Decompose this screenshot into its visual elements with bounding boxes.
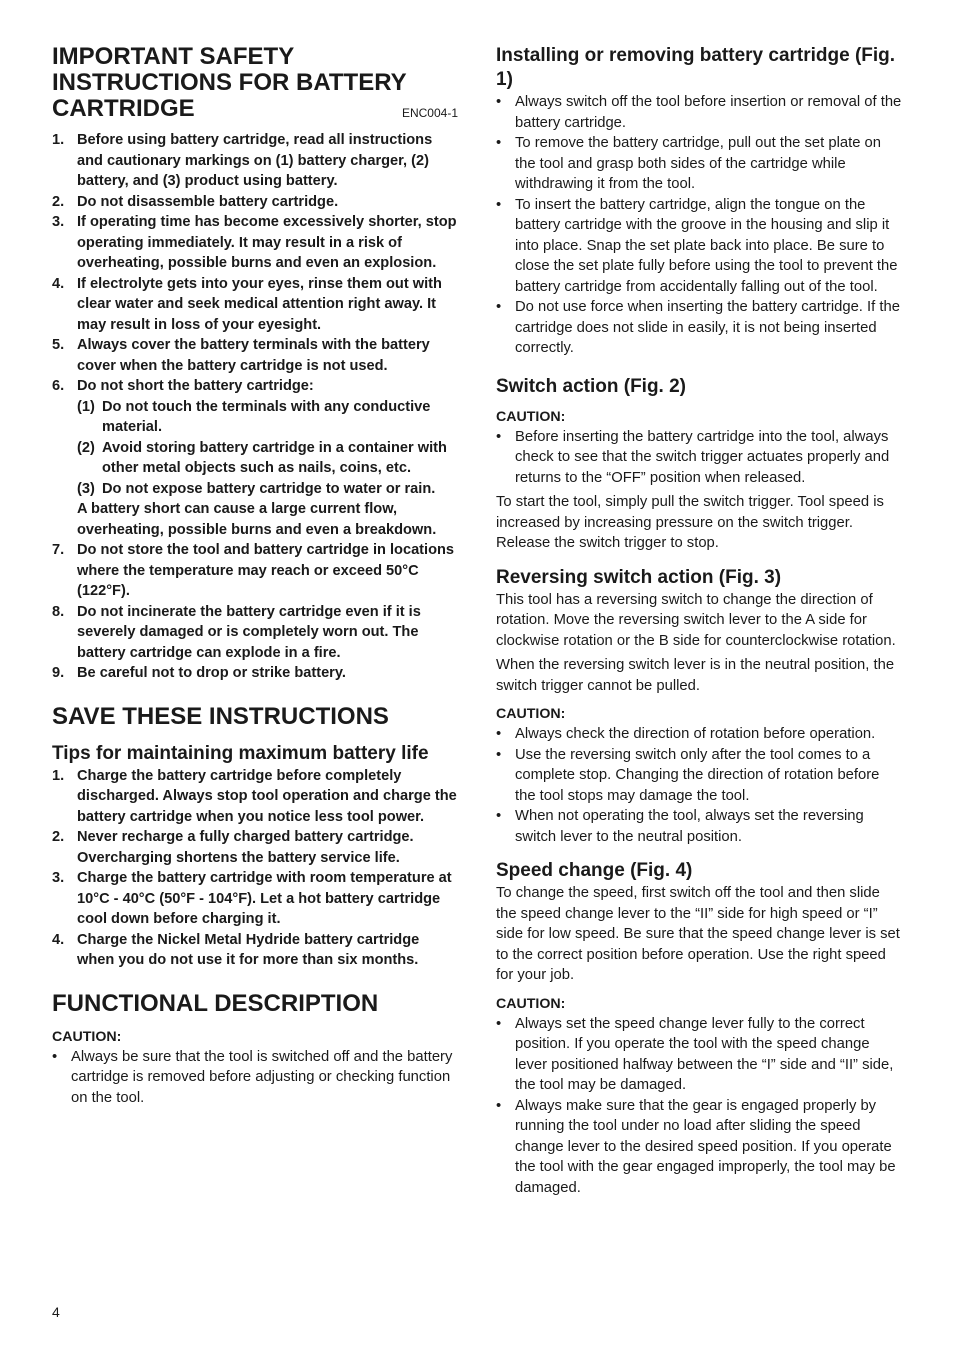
functional-description-title: FUNCTIONAL DESCRIPTION bbox=[52, 989, 379, 1017]
safety-list bbox=[52, 130, 458, 684]
list-item: • Use the reversing switch only after the tool comes to a complete stop. Changing the direction of rotation before the tool stops may damage the tool. bbox=[496, 746, 880, 804]
reverse-paragraph-2: When the reversing switch lever is in the neutral position, the switch trigger cannot be pulled. bbox=[496, 657, 895, 694]
page-number: 4 bbox=[52, 1304, 60, 1320]
speed-title: Speed change (Fig. 4) bbox=[496, 860, 693, 881]
list-item: • To remove the battery cartridge, pull out the set plate on the tool and grasp both sides of the cartridge while withdrawing it from the tool. bbox=[496, 135, 882, 192]
list-item: • When not operating the tool, always set the reversing switch lever to the neutral position. bbox=[496, 808, 864, 845]
list-item: • Before inserting the battery cartridge into the tool, always check to see that the switch trigger actuates properly and returns to the “OFF” position when released. bbox=[496, 428, 890, 486]
safety-title-block bbox=[52, 44, 458, 122]
list-item: 4. If electrolyte gets into your eyes, rinse them out with clear water and seek medical attention right away. It may result in loss of your eyesight. bbox=[52, 275, 442, 333]
list-item: 5. Always cover the battery terminals with the battery cover when the battery cartridge is not used. bbox=[52, 337, 430, 374]
safety-title: IMPORTANT SAFETY INSTRUCTIONS FOR BATTERY CARTRIDGE bbox=[52, 43, 407, 122]
list-item: • Always be sure that the tool is switched off and the battery cartridge is removed before adjusting or checking function on the tool. bbox=[52, 1048, 453, 1106]
right-column bbox=[496, 44, 904, 1198]
sublist-item: (1) Do not touch the terminals with any conductive material. bbox=[77, 398, 431, 435]
list-item: 1. Charge the battery cartridge before completely discharged. Always stop tool operation and charge the battery cartridge when you notice less tool power. bbox=[52, 767, 457, 825]
list-item: • Always switch off the tool before insertion or removal of the battery cartridge. bbox=[496, 94, 902, 131]
switch-caution-list bbox=[496, 427, 904, 489]
list-item: 2. Never recharge a fully charged battery cartridge. Overcharging shortens the battery service life. bbox=[52, 829, 414, 866]
list-item: 7. Do not store the tool and battery cartridge in locations where the temperature may reach or exceed 50°C (122°F). bbox=[52, 542, 455, 599]
tips-title: Tips for maintaining maximum battery life bbox=[52, 742, 429, 764]
caution-label: CAUTION: bbox=[496, 706, 566, 722]
install-title: Installing or removing battery cartridge (Fig. 1) bbox=[496, 45, 896, 90]
list-item: • Always check the direction of rotation before operation. bbox=[496, 726, 876, 742]
list-item: 2. Do not disassemble battery cartridge. bbox=[52, 193, 339, 210]
reverse-caution-list bbox=[496, 724, 904, 847]
sublist-item: (2) Avoid storing battery cartridge in a container with other metal objects such as nails, coins, etc. bbox=[77, 439, 447, 476]
list-item: • Do not use force when inserting the battery cartridge. If the cartridge does not slide in easily, it is not being inserted correctly. bbox=[496, 299, 900, 356]
caution-label: CAUTION: bbox=[52, 1028, 122, 1045]
list-item: • To insert the battery cartridge, align the tongue on the battery cartridge with the groove in the housing and slip it into place. Snap the set plate back into place. Be sure to close the set plate fully before using the tool to prevent the battery cartridge from accidentally falling out of the tool. bbox=[496, 196, 898, 295]
save-instructions-title: SAVE THESE INSTRUCTIONS bbox=[52, 702, 389, 730]
list-item: 9. Be careful not to drop or strike battery. bbox=[52, 665, 346, 681]
list-item: • Always set the speed change lever fully to the correct position. If you operate the tool with the speed change lever positioned halfway between the “I” side and “II” side, the tool may be damaged. bbox=[496, 1015, 894, 1093]
document-code: ENC004-1 bbox=[401, 106, 458, 120]
list-item: 3. Charge the battery cartridge with room temperature at 10°C - 40°C (50°F - 104°F). Let a hot battery cartridge cool down before charging it. bbox=[52, 870, 452, 927]
speed-caution-list bbox=[496, 1014, 904, 1199]
short-sublist bbox=[77, 397, 458, 500]
caution-label: CAUTION: bbox=[496, 408, 566, 425]
list-item: 4. Charge the Nickel Metal Hydride battery cartridge when you do not use it for more than six months. bbox=[52, 931, 420, 968]
tips-list bbox=[52, 766, 458, 971]
speed-paragraph: To change the speed, first switch off the tool and then slide the speed change lever to the “II” side for high speed or “I” side for low speed. Be sure that the speed change lever is set to the correct position before operation. Use the right speed for your job. bbox=[496, 885, 900, 983]
left-column bbox=[52, 44, 458, 1108]
switch-title: Switch action (Fig. 2) bbox=[496, 375, 687, 397]
list-item: 6. Do not short the battery cartridge: (1) Do not touch the terminals with any conductive material. (2) Avoid storing battery cartridge in a container with other metal objects such as nails, coins, etc. (3) Do not expose battery cartridge to water or rain. A battery short can cause a large current flow, overheating, possible burns and even a breakdown. bbox=[52, 376, 458, 540]
list-item: 8. Do not incinerate the battery cartridge even if it is severely damaged or is completely worn out. The battery cartridge can explode in a fire. bbox=[52, 603, 421, 661]
list-item: • Always make sure that the gear is engaged properly by running the tool under no load after sliding the speed change lever to the desired speed position. If you operate the tool with the gear engaged improperly, the tool may be damaged. bbox=[496, 1097, 896, 1196]
caution-label: CAUTION: bbox=[496, 995, 566, 1012]
short-note: A battery short can cause a large current flow, overheating, possible burns and even a breakdown. bbox=[77, 501, 437, 538]
list-item: 3. If operating time has become excessively shorter, stop operating immediately. It may result in a risk of overheating, possible burns and even an explosion. bbox=[52, 214, 457, 271]
caution-list bbox=[52, 1047, 458, 1109]
install-list bbox=[496, 92, 904, 359]
list-item: 1. Before using battery cartridge, read all instructions and cautionary markings on (1) battery charger, (2) battery, and (3) product using battery. bbox=[52, 132, 433, 189]
sublist-item: (3) Do not expose battery cartridge to water or rain. bbox=[77, 480, 436, 497]
reverse-paragraph-1: This tool has a reversing switch to change the direction of rotation. Move the reversing switch lever to the A side for clockwise rotation or the B side for counterclockwise rotation. bbox=[496, 591, 896, 649]
switch-paragraph: To start the tool, simply pull the switch trigger. Tool speed is increased by increasing pressure on the switch trigger. Release the switch trigger to stop. bbox=[496, 494, 884, 551]
reverse-title: Reversing switch action (Fig. 3) bbox=[496, 566, 782, 588]
